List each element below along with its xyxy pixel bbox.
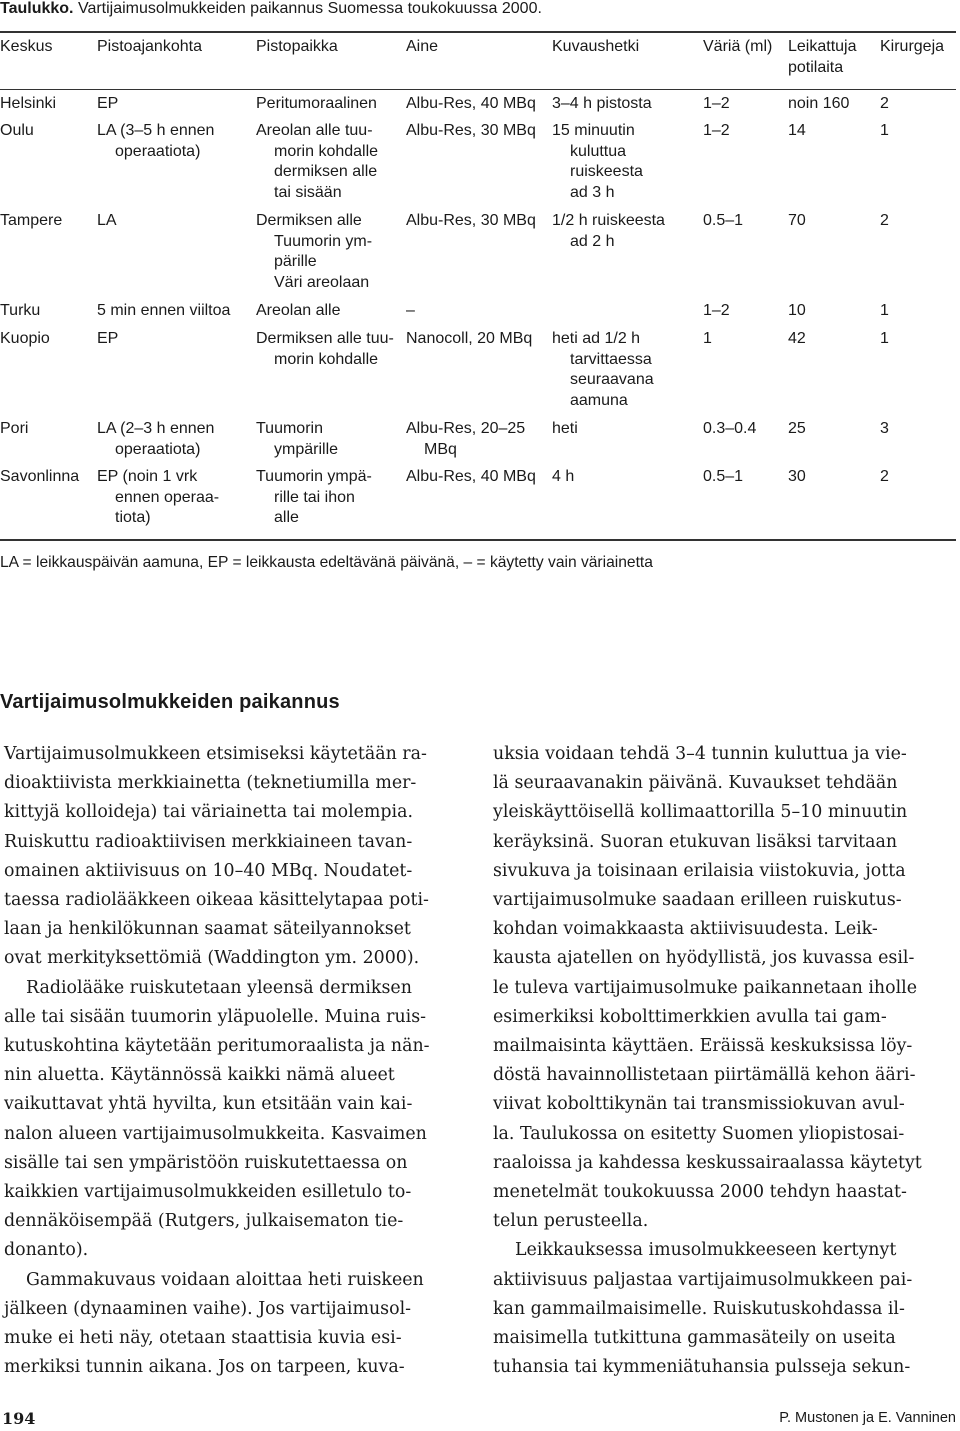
table-cell: LA (3–5 h ennen operaatiota) <box>97 122 215 160</box>
table-cell: Peritumoraalinen <box>256 95 377 112</box>
table-cell: 10 <box>788 302 806 319</box>
table-cell: 1/2 h ruiskeesta ad 2 h <box>552 212 665 250</box>
table-cell: 0.3–0.4 <box>703 420 757 437</box>
table-cell: Albu-Res, 30 MBq <box>406 122 536 139</box>
table-cell: Albu-Res, 40 MBq <box>406 468 536 485</box>
table-footnote: LA = leikkauspäivän aamuna, EP = leikkausta edeltävänä päivänä, – = käytetty vain väriainetta <box>0 554 653 571</box>
table-cell: 1 <box>880 330 889 347</box>
table-row <box>0 461 960 529</box>
table-cell: Areolan alle tuu- morin kohdalle dermiksen alle tai sisään <box>256 122 379 202</box>
header-cell: Pistopaikka <box>256 38 338 55</box>
header-cell: Aine <box>406 38 439 55</box>
paragraph: uksia voidaan tehdä 3–4 tunnin kuluttua ja vie- lä seuraavanakin päivänä. Kuvaukset tehdään yleiskäyttöisellä kollimaattorilla 5–10 minuutin keräyksinä. Suoran etukuvan lisäksi tarvitaan sivukuva ja toisinaan erilaisia viistokuvia, jotta vartijaimusolmuke saadaan erilleen ruiskutus- kohdan voimakkaasta aktiivisuudesta. Leik- kausta ajatellen on hyödyllistä, jos kuvassa esil- le tuleva vartijaimusolmuke paikannetaan iholle esimerkiksi kobolttimerkkien avulla tai gam- mailmaisinta käyttäen. Eräissä keskuksissa löy- döstä havainnollistetaan piirtämällä kehon ääri- viivat kobolttikynän tai transmissiokuvan avul- la. Taulukossa on esitetty Suomen yliopistosai- raaloissa ja kahdessa keskussairaalassa käytetyt menetelmät toukokuussa 2000 tehdyn haastat- telun perusteella. <box>493 744 922 1232</box>
paragraph: Radiolääke ruiskutetaan yleensä dermiksen alle tai sisään tuumorin yläpuolelle. Muina ruis- kutuskohtina käytetään peritumoraalista ja nän- nin aluetta. Käytännössä kaikki nämä alueet vaikuttavat yhtä hyvilta, kun etsitään vain kai- nalon alueen vartijaimusolmukkeita. Kasvaimen sisälle tai sen ympäristöön ruiskutettaessa on kaikkien vartijaimusolmukkeiden esilletulo to- dennäköisempää (Rutgers, julkaisematon tie- donanto). <box>4 977 430 1261</box>
table-cell: Dermiksen alle tuu- morin kohdalle <box>256 330 394 368</box>
table-cell: 1 <box>703 330 712 347</box>
table-cell: Kuopio <box>0 330 50 347</box>
caption-label: Taulukko. <box>0 0 74 17</box>
table-cell: Albu-Res, 30 MBq <box>406 212 536 229</box>
table-cell: 42 <box>788 330 806 347</box>
table-cell: 1 <box>880 122 889 139</box>
table-row <box>0 413 960 461</box>
table-cell: 2 <box>880 212 889 229</box>
paragraph: Leikkauksessa imusolmukkeeseen kertynyt aktiivisuus paljastaa vartijaimusolmukkeen pai- kan gammailmaisimelle. Ruiskutuskohdassa il- maisimella tutkittuna gammasäteily on useita tuhansia tai kymmeniätuhansia pulsseja sekun- <box>493 1240 913 1378</box>
table-cell: 15 minuutin kuluttua ruiskeesta ad 3 h <box>552 122 643 202</box>
text-column-left <box>4 740 467 1382</box>
header-cell: Leikattuja potilaita <box>788 38 857 76</box>
header-cell: Keskus <box>0 38 53 55</box>
table-cell: Tuumorin ympärille <box>256 420 339 458</box>
table-cell: 1–2 <box>703 122 730 139</box>
table-cell: 4 h <box>552 468 575 485</box>
table-cell: Nanocoll, 20 MBq <box>406 330 533 347</box>
table-cell: 1–2 <box>703 95 730 112</box>
table-cell: 3–4 h pistosta <box>552 95 652 112</box>
table-cell: EP (noin 1 vrk ennen operaa- tiota) <box>97 468 220 527</box>
table-cell: Dermiksen alle Tuumorin ym- pärille Väri areolaan <box>256 212 373 292</box>
table-cell <box>552 295 703 323</box>
table-cell: 2 <box>880 468 889 485</box>
table-cell: EP <box>97 330 119 347</box>
table-bottom-rule <box>0 539 956 541</box>
table-cell: EP <box>97 95 119 112</box>
table-row <box>0 323 960 413</box>
section-heading: Vartijaimusolmukkeiden paikannus <box>0 691 340 713</box>
table-cell: 0.5–1 <box>703 212 744 229</box>
table-cell: 3 <box>880 420 889 437</box>
table-cell: 25 <box>788 420 806 437</box>
table-cell: 70 <box>788 212 806 229</box>
table-cell: Turku <box>0 302 41 319</box>
table-cell: – <box>406 302 415 319</box>
table-cell: heti <box>552 420 578 437</box>
paragraph: Gammakuvaus voidaan aloittaa heti ruiskeen jälkeen (dynaaminen vaihe). Jos vartijaimusol- muke ei heti näy, otetaan staattisia kuvia esi- merkiksi tunnin aikana. Jos on tarpeen, kuva- <box>4 1269 424 1378</box>
table-cell: Tampere <box>0 212 63 229</box>
table-cell: Areolan alle <box>256 302 341 319</box>
running-footer-authors: P. Mustonen ja E. Vanninen <box>779 1410 956 1426</box>
table-cell: LA <box>97 212 117 229</box>
data-table <box>0 37 960 529</box>
table-caption <box>0 0 960 18</box>
table-row <box>0 205 960 295</box>
table-cell: Tuumorin ympä- rille tai ihon alle <box>256 468 372 527</box>
table-row <box>0 295 960 323</box>
table-cell: noin 160 <box>788 95 850 112</box>
table-header-row <box>0 37 960 86</box>
caption-text: Vartijaimusolmukkeiden paikannus Suomessa toukokuussa 2000. <box>77 0 542 17</box>
table-cell: 30 <box>788 468 806 485</box>
table-cell: 2 <box>880 95 889 112</box>
table-cell: Albu-Res, 20–25 MBq <box>406 420 526 458</box>
table-row <box>0 115 960 205</box>
table-row <box>0 86 960 115</box>
table-cell: Pori <box>0 420 29 437</box>
table-cell: 0.5–1 <box>703 468 744 485</box>
table-cell: Albu-Res, 40 MBq <box>406 95 536 112</box>
table-cell: Oulu <box>0 122 34 139</box>
table-cell: Helsinki <box>0 95 57 112</box>
header-cell: Väriä (ml) <box>703 38 773 55</box>
header-cell: Kuvaushetki <box>552 38 640 55</box>
table-cell: Savonlinna <box>0 468 80 485</box>
table-top-rule <box>0 31 956 33</box>
header-cell: Pistoajankohta <box>97 38 202 55</box>
table-cell: 1–2 <box>703 302 730 319</box>
page-number: 194 <box>2 1409 36 1428</box>
table-cell: LA (2–3 h ennen operaatiota) <box>97 420 215 458</box>
table-cell: heti ad 1/2 h tarvittaessa seuraavana aamuna <box>552 330 654 410</box>
table-cell: 5 min ennen viiltoa <box>97 302 231 319</box>
table-cell: 1 <box>880 302 889 319</box>
header-cell: Kirurgeja <box>880 38 945 55</box>
paragraph: Vartijaimusolmukkeen etsimiseksi käytetään ra- dioaktiivista merkkiainetta (teknetiumilla mer- kittyjä kolloideja) tai väriainetta tai molempia. Ruiskuttu radioaktiivisen merkkiaineen tavan- omainen aktiivisuus on 10–40 MBq. Noudatet- taessa radiolääkkeen oikeaa käsittelytapaa poti- laan ja henkilökunnan saamat säteilyannokset ovat merkityksettömiä (Waddington ym. 2000). <box>4 744 429 969</box>
table-cell: 14 <box>788 122 806 139</box>
text-column-right <box>493 740 956 1382</box>
